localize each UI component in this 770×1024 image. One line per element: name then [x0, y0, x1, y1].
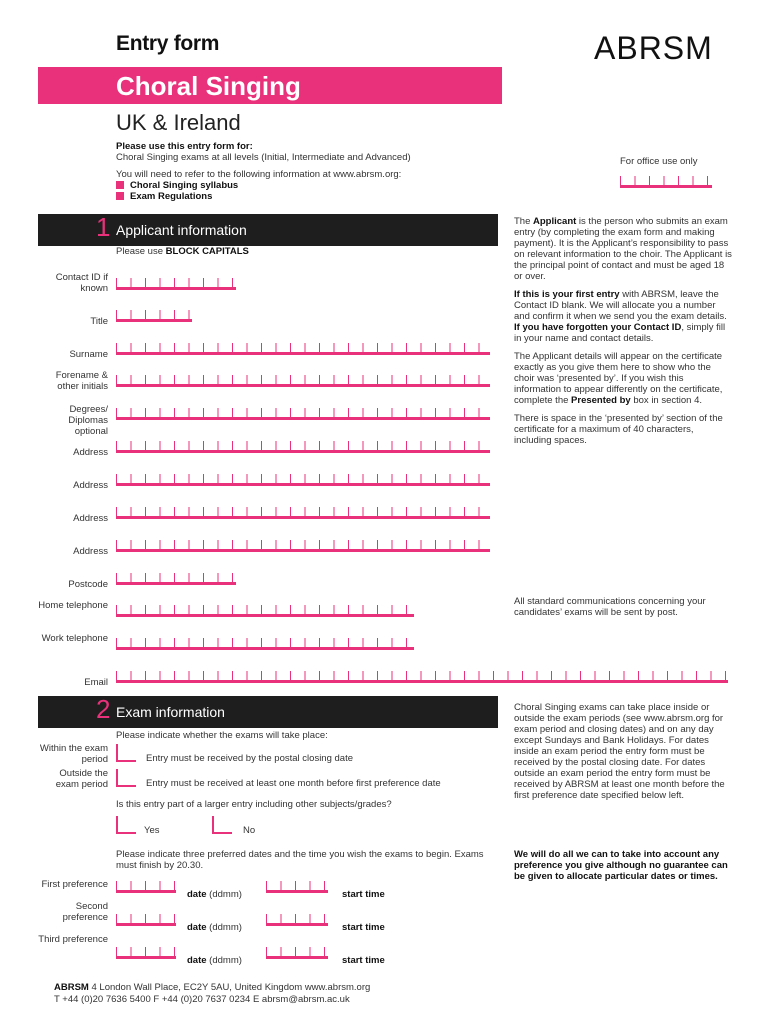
label-degrees: Degrees/ Diplomas optional [68, 404, 108, 437]
link-syllabus[interactable]: Choral Singing syllabus [116, 180, 496, 191]
second-time-label: start time [342, 922, 385, 933]
capitals-note: Please use BLOCK CAPITALS [116, 246, 249, 257]
note-preferences: We will do all we can to take into account any preference you give although no guarantee can be given to allocate particular dates or times. [514, 849, 728, 882]
exam-location-question: Please indicate whether the exams will take place: [116, 730, 328, 741]
title-banner [38, 67, 502, 104]
note-exam-periods: Choral Singing exams can take place inside or outside the exam periods (see www.abrsm.org for exam period and closing dates) and on any day except Sundays and Bank Holidays. For dates inside an exam period the entry form must be received by the postal closing date. For dates outside an exam period the entry form must be received by ABRSM at least one month before the first preference date specified below left. [514, 702, 725, 801]
section-2-bar [38, 696, 498, 728]
label-first-preference: First preference [41, 879, 108, 890]
third-date-field[interactable] [116, 947, 176, 959]
label-address-4: Address [73, 546, 108, 557]
second-date-hint: date (ddmm) [187, 922, 242, 933]
address-field-2[interactable] [116, 474, 490, 486]
footer-contacts: T +44 (0)20 7636 5400 F +44 (0)20 7637 0234 E abrsm@abrsm.ac.uk [54, 994, 350, 1005]
label-address-3: Address [73, 513, 108, 524]
note-communications: All standard communications concerning your candidates’ exams will be sent by post. [514, 596, 706, 618]
yes-label: Yes [144, 825, 160, 836]
entry-form-heading: Entry form [116, 32, 220, 55]
label-surname: Surname [69, 349, 108, 360]
office-use-label: For office use only [620, 156, 698, 167]
third-date-hint: date (ddmm) [187, 955, 242, 966]
address-field-1[interactable] [116, 441, 490, 453]
home-telephone-field[interactable] [116, 605, 414, 617]
second-date-field[interactable] [116, 914, 176, 926]
postcode-field[interactable] [116, 573, 236, 585]
use-for-heading: Please use this entry form for: [116, 141, 253, 152]
bullet-icon [116, 192, 124, 200]
page-title: Choral Singing [116, 71, 301, 101]
yes-checkbox[interactable] [116, 816, 136, 834]
section-1-bar [38, 214, 498, 246]
section-1-title: Applicant information [116, 222, 247, 238]
note-character-limit: There is space in the ‘presented by’ section of the certificate for a maximum of 40 characters, including spaces. [514, 413, 723, 446]
note-certificate: The Applicant details will appear on the certificate exactly as you give them here to show who the choir was ‘presented by’. If you wish this information to appear differently on the certificate, complete the Presented by box in section 4. [514, 351, 723, 406]
label-contact-id: Contact ID if known [55, 272, 108, 294]
within-period-text: Entry must be received by the postal closing date [146, 753, 354, 764]
preferred-dates-text: Please indicate three preferred dates and the time you wish the exams to begin. Exams must finish by 20.30. [116, 849, 484, 871]
note-first-entry: If this is your first entry with ABRSM, leave the Contact ID blank. We will allocate you a number and confirm it when we send you the exam details. If you have forgotten your Contact ID, simply fill in your name and contact details. [514, 289, 727, 344]
intro-block [116, 141, 496, 202]
section-2-title: Exam information [116, 704, 225, 720]
third-time-label: start time [342, 955, 385, 966]
contact-id-field[interactable] [116, 278, 236, 290]
label-email: Email [84, 677, 108, 688]
region-heading: UK & Ireland [116, 110, 241, 135]
label-forename: Forename & other initials [55, 370, 108, 392]
address-field-3[interactable] [116, 507, 490, 519]
label-title: Title [90, 316, 108, 327]
first-time-field[interactable] [266, 881, 328, 893]
refer-text: You will need to refer to the following information at www.abrsm.org: [116, 169, 402, 180]
section-1-notes [514, 216, 732, 453]
within-period-checkbox[interactable] [116, 744, 136, 762]
label-home-telephone: Home telephone [38, 600, 108, 611]
section-1-number: 1 [96, 212, 111, 242]
link-regulations[interactable]: Exam Regulations [116, 191, 496, 202]
use-for-text: Choral Singing exams at all levels (Initial, Intermediate and Advanced) [116, 152, 411, 163]
no-label: No [243, 825, 256, 836]
outside-period-text: Entry must be received at least one month before first preference date [146, 778, 441, 789]
section-2-notes [514, 702, 732, 808]
footer [54, 982, 370, 1006]
no-checkbox[interactable] [212, 816, 232, 834]
bullet-icon [116, 181, 124, 189]
first-date-hint: date (ddmm) [187, 889, 242, 900]
footer-address: ABRSM 4 London Wall Place, EC2Y 5AU, United Kingdom www.abrsm.org [54, 982, 371, 993]
first-date-field[interactable] [116, 881, 176, 893]
surname-field[interactable] [116, 343, 490, 355]
third-time-field[interactable] [266, 947, 328, 959]
note-applicant: The Applicant is the person who submits an exam entry (by completing the exam form and making payment). It is the Applicant’s responsibility to pass on relevant information to the choir. The Applicant is the principal point of contact and must be aged 18 or over. [514, 216, 732, 282]
label-second-preference: Second preference [62, 901, 108, 923]
work-telephone-field[interactable] [116, 638, 414, 650]
section-2-number: 2 [96, 694, 111, 724]
abrsm-logo: ABRSM [594, 30, 713, 66]
office-use-field [620, 176, 712, 188]
label-postcode: Postcode [68, 579, 108, 590]
label-third-preference: Third preference [38, 934, 108, 945]
outside-period-checkbox[interactable] [116, 769, 136, 787]
email-field[interactable] [116, 671, 728, 683]
label-within-period: Within the exam period [39, 743, 108, 765]
larger-entry-question: Is this entry part of a larger entry including other subjects/grades? [116, 799, 392, 810]
label-outside-period: Outside the exam period [55, 768, 108, 790]
label-address-1: Address [73, 447, 108, 458]
degrees-field[interactable] [116, 408, 490, 420]
first-time-label: start time [342, 889, 385, 900]
label-work-telephone: Work telephone [41, 633, 108, 644]
title-field[interactable] [116, 310, 192, 322]
second-time-field[interactable] [266, 914, 328, 926]
address-field-4[interactable] [116, 540, 490, 552]
forename-field[interactable] [116, 375, 490, 387]
label-address-2: Address [73, 480, 108, 491]
